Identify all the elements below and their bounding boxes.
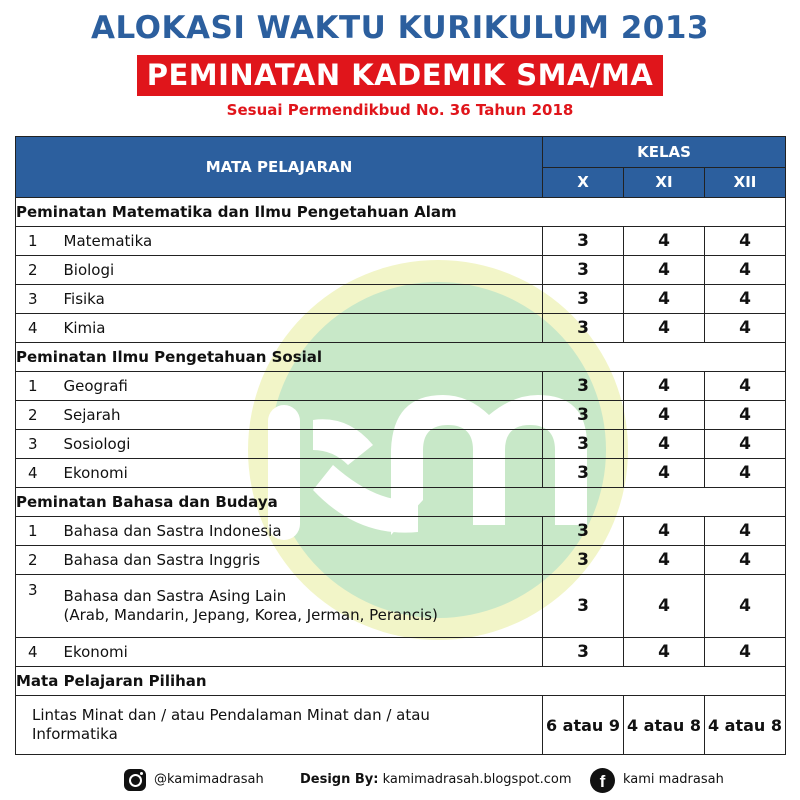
row-number: 2	[16, 401, 56, 430]
row-subject	[56, 575, 543, 638]
row-xi: 4	[624, 372, 705, 401]
row-xi: 4	[624, 227, 705, 256]
footer	[0, 766, 800, 796]
header-kelas: KELAS	[543, 137, 786, 168]
row-xii: 4	[705, 256, 786, 285]
row-xi: 4	[624, 459, 705, 488]
table-row	[16, 372, 786, 401]
facebook-icon: f	[590, 768, 615, 793]
row-number: 1	[16, 517, 56, 546]
row-subject: Geografi	[56, 372, 543, 401]
regulation-source: Sesuai Permendikbud No. 36 Tahun 2018	[226, 101, 574, 119]
row-xii: 4	[705, 372, 786, 401]
design-label: Design By:	[300, 772, 379, 787]
row-x: 3	[543, 459, 624, 488]
row-subject: Sejarah	[56, 401, 543, 430]
row-subject	[16, 696, 543, 755]
row-number: 3	[16, 430, 56, 459]
table-row	[16, 401, 786, 430]
row-number: 3	[16, 285, 56, 314]
row-x: 3	[543, 430, 624, 459]
row-subject: Sosiologi	[56, 430, 543, 459]
row-xii: 4	[705, 430, 786, 459]
table-row	[16, 430, 786, 459]
section-row	[16, 488, 786, 517]
page-subtitle: PEMINATAN KADEMIK SMA/MA	[137, 55, 664, 96]
row-xi: 4	[624, 401, 705, 430]
section-title: Mata Pelajaran Pilihan	[16, 667, 786, 696]
section-title: Peminatan Bahasa dan Budaya	[16, 488, 786, 517]
header-xii: XII	[705, 167, 786, 198]
table-row	[16, 256, 786, 285]
row-subject-line1: Bahasa dan Sastra Asing Lain	[63, 587, 287, 605]
design-site: kamimadrasah.blogspot.com	[382, 772, 572, 787]
row-subject: Ekonomi	[56, 638, 543, 667]
table-row	[16, 517, 786, 546]
table-row	[16, 638, 786, 667]
header-mata-pelajaran: MATA PELAJARAN	[16, 137, 543, 198]
row-number: 4	[16, 314, 56, 343]
row-xi: 4	[624, 285, 705, 314]
page-title: ALOKASI WAKTU KURIKULUM 2013	[90, 10, 710, 46]
section-row	[16, 343, 786, 372]
row-x: 3	[543, 285, 624, 314]
table-row	[16, 285, 786, 314]
row-number: 4	[16, 459, 56, 488]
row-subject: Fisika	[56, 285, 543, 314]
subtitle-banner	[0, 55, 800, 96]
row-x: 3	[543, 546, 624, 575]
row-number: 1	[16, 227, 56, 256]
row-xii: 4 atau 8	[705, 696, 786, 755]
row-xi: 4	[624, 546, 705, 575]
header-x: X	[543, 167, 624, 198]
row-xii: 4	[705, 227, 786, 256]
row-xii: 4	[705, 314, 786, 343]
table-row	[16, 459, 786, 488]
row-subject: Bahasa dan Sastra Inggris	[56, 546, 543, 575]
row-xii: 4	[705, 459, 786, 488]
row-x: 6 atau 9	[543, 696, 624, 755]
row-x: 3	[543, 314, 624, 343]
header-xi: XI	[624, 167, 705, 198]
row-subject: Matematika	[56, 227, 543, 256]
facebook-handle: kami madrasah	[623, 772, 724, 787]
row-x: 3	[543, 401, 624, 430]
row-number: 2	[16, 546, 56, 575]
table-row	[16, 575, 786, 638]
row-xii: 4	[705, 517, 786, 546]
row-number: 1	[16, 372, 56, 401]
row-xii: 4	[705, 285, 786, 314]
row-xi: 4	[624, 575, 705, 638]
allocation-table	[15, 136, 786, 755]
row-xii: 4	[705, 401, 786, 430]
row-subject-line2: Informatika	[32, 725, 118, 743]
row-x: 3	[543, 517, 624, 546]
section-title: Peminatan Ilmu Pengetahuan Sosial	[16, 343, 786, 372]
row-subject: Bahasa dan Sastra Indonesia	[56, 517, 543, 546]
table-row	[16, 314, 786, 343]
instagram-icon	[124, 769, 146, 791]
table-header-row	[16, 137, 786, 168]
row-number: 4	[16, 638, 56, 667]
row-xi: 4	[624, 517, 705, 546]
row-xi: 4	[624, 314, 705, 343]
row-xi: 4 atau 8	[624, 696, 705, 755]
section-title: Peminatan Matematika dan Ilmu Pengetahuan Alam	[16, 198, 786, 227]
row-xi: 4	[624, 256, 705, 285]
row-subject: Kimia	[56, 314, 543, 343]
row-xi: 4	[624, 638, 705, 667]
section-row	[16, 198, 786, 227]
section-row	[16, 667, 786, 696]
table-row	[16, 227, 786, 256]
table-row	[16, 546, 786, 575]
table-row	[16, 696, 786, 755]
row-number: 2	[16, 256, 56, 285]
row-subject: Ekonomi	[56, 459, 543, 488]
row-xii: 4	[705, 575, 786, 638]
design-credit	[300, 772, 572, 787]
row-xii: 4	[705, 546, 786, 575]
row-x: 3	[543, 575, 624, 638]
row-x: 3	[543, 256, 624, 285]
instagram-handle: @kamimadrasah	[154, 772, 264, 787]
row-subject-line2: (Arab, Mandarin, Jepang, Korea, Jerman, Perancis)	[63, 606, 438, 624]
row-xi: 4	[624, 430, 705, 459]
row-number: 3	[16, 575, 56, 638]
row-x: 3	[543, 227, 624, 256]
row-x: 3	[543, 638, 624, 667]
row-x: 3	[543, 372, 624, 401]
row-subject: Biologi	[56, 256, 543, 285]
row-subject-line1: Lintas Minat dan / atau Pendalaman Minat dan / atau	[32, 706, 430, 724]
row-xii: 4	[705, 638, 786, 667]
